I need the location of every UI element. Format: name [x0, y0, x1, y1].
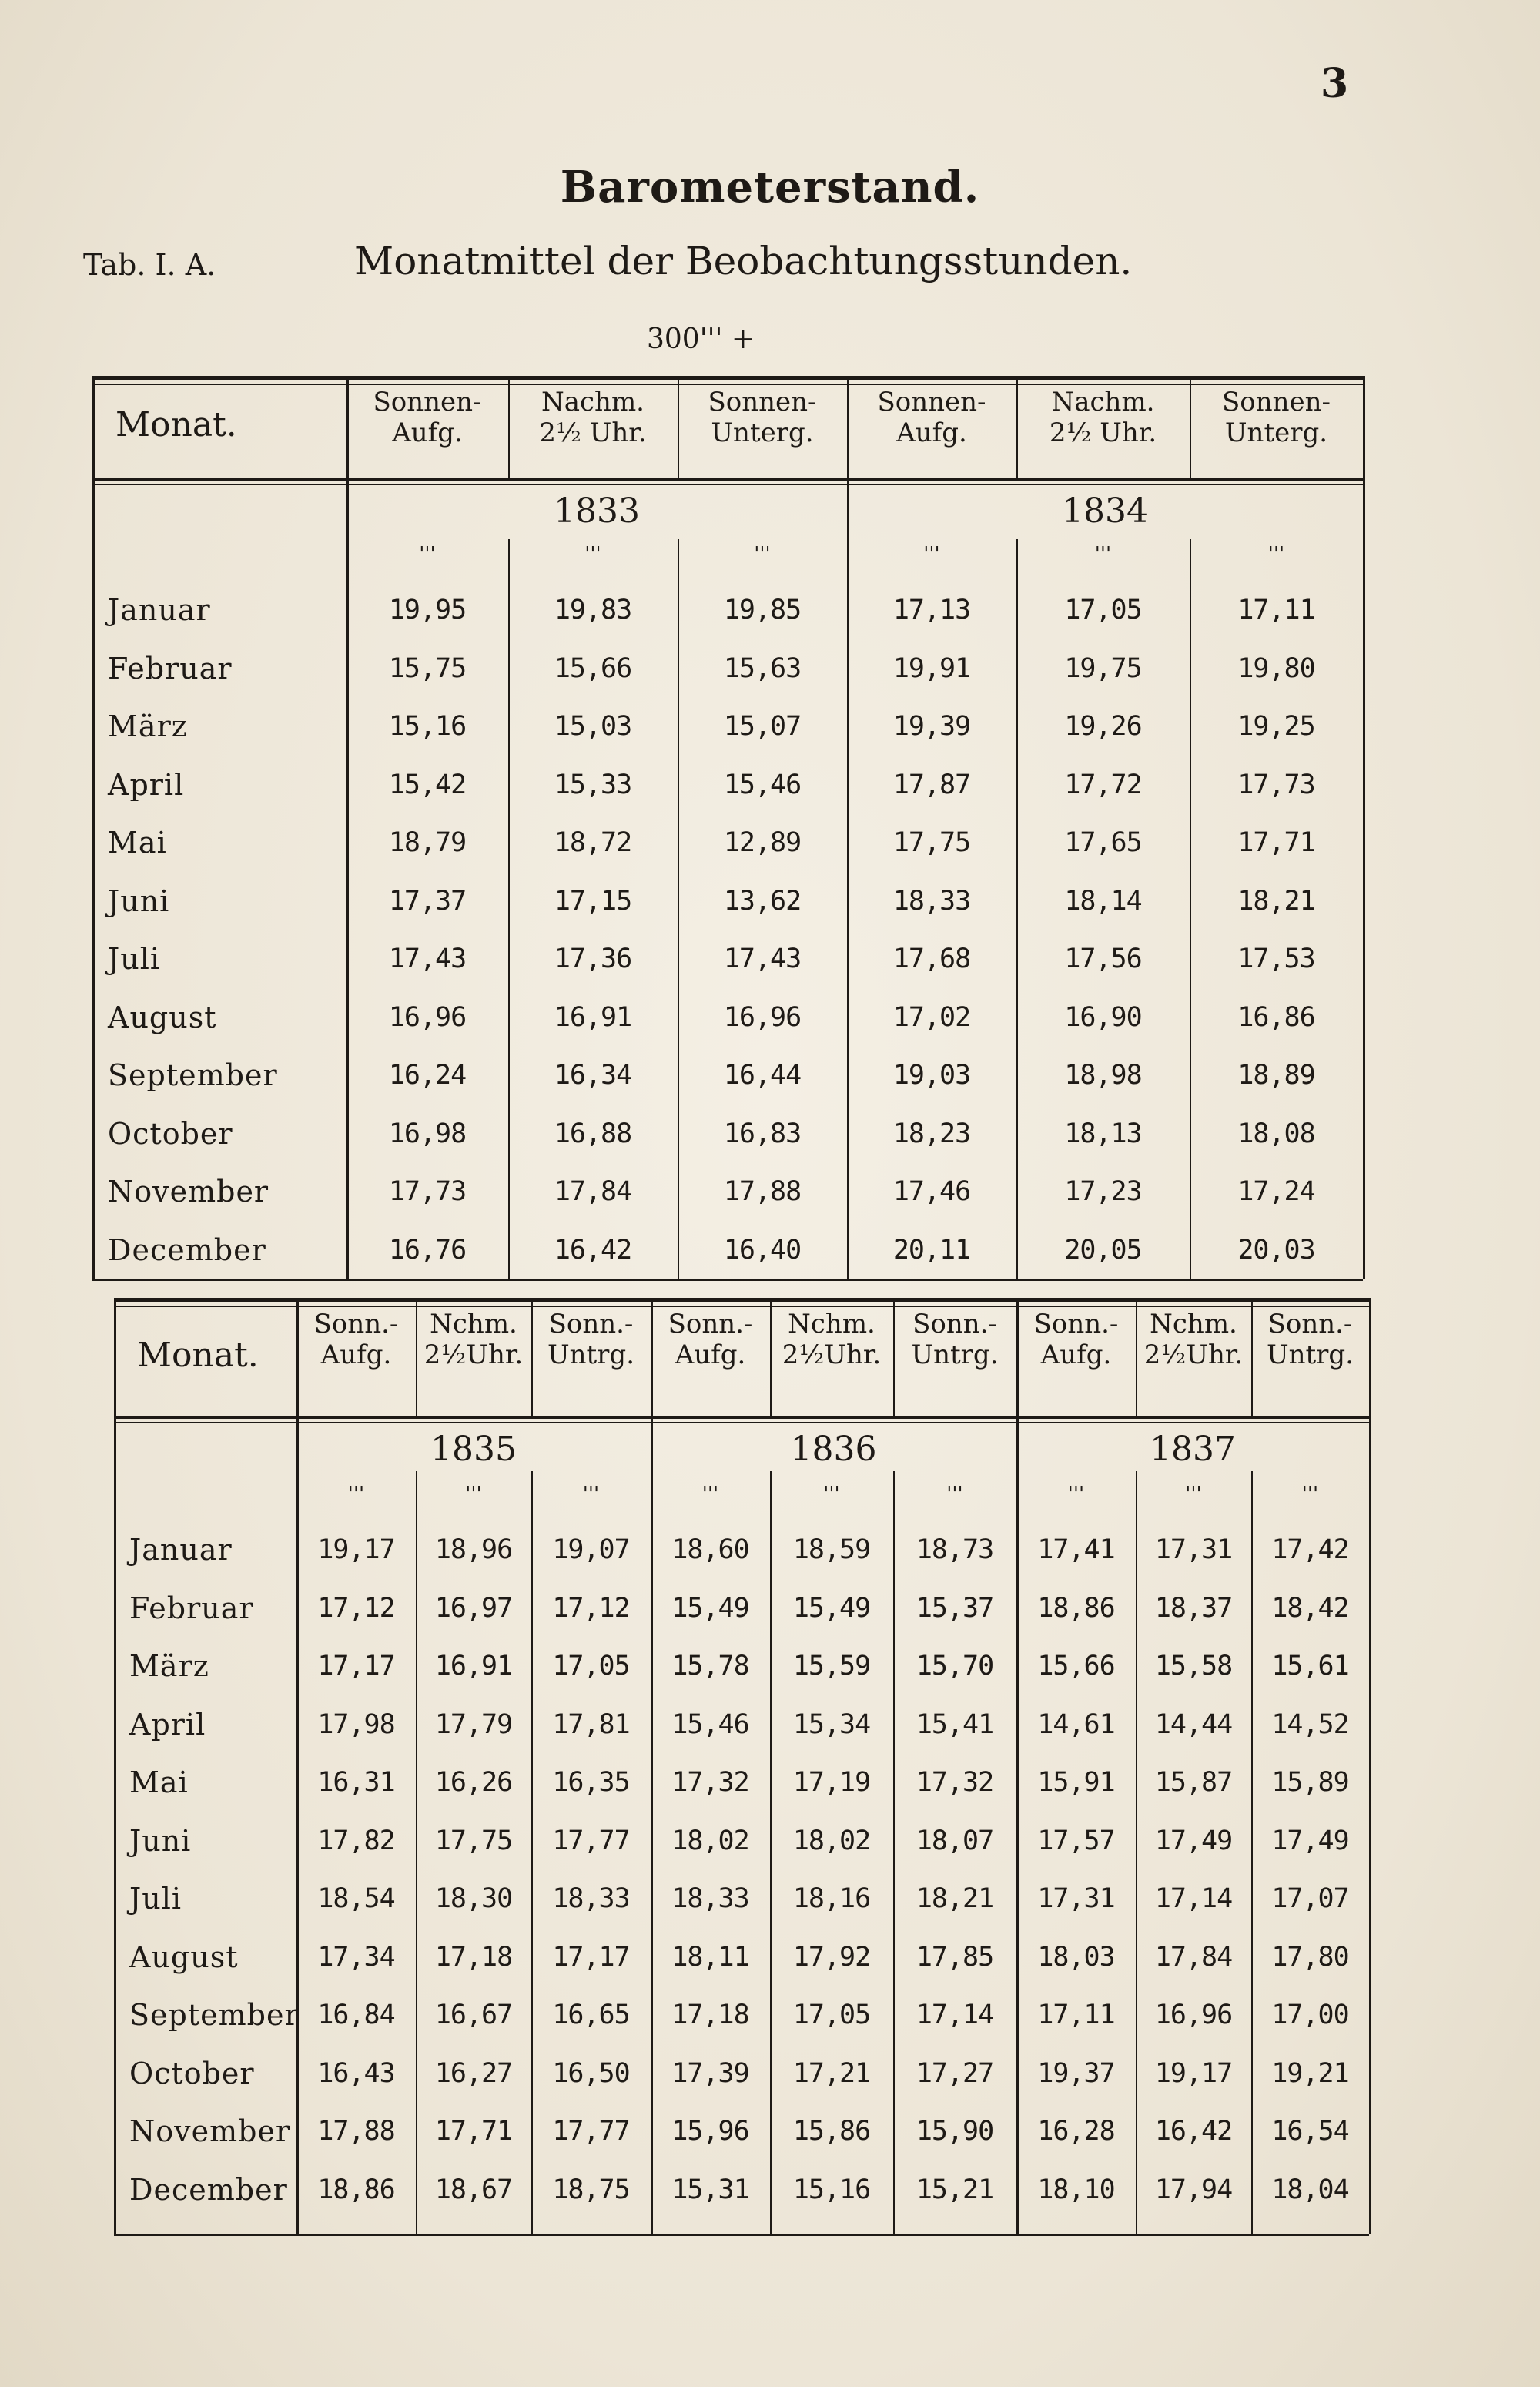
unit-mark: '''	[1301, 1483, 1319, 1506]
table-cell: 16,88	[554, 1118, 632, 1149]
table-bottom-rule	[92, 1279, 1363, 1281]
unit-mark: '''	[1267, 543, 1285, 566]
table-cell: 17,23	[1064, 1176, 1142, 1207]
table-cell: 17,75	[892, 827, 971, 858]
table-left-rule	[114, 1298, 116, 2234]
table-cell: 16,96	[723, 1001, 802, 1033]
month-label: November	[129, 2114, 291, 2148]
month-label: März	[129, 1649, 209, 1683]
column-header-line: 2½Uhr.	[782, 1339, 882, 1370]
table-cell: 19,85	[723, 595, 802, 625]
table-cell: 18,42	[1271, 1592, 1349, 1624]
month-label: November	[108, 1175, 270, 1209]
table-cell: 17,00	[1271, 2000, 1349, 2030]
table-cell: 17,12	[317, 1592, 395, 1624]
table-cell: 15,16	[388, 711, 467, 742]
table-cell: 18,86	[1037, 1592, 1115, 1624]
table-cell: 18,13	[1064, 1118, 1142, 1149]
column-header-line: Untrg.	[911, 1339, 999, 1370]
table-cell: 17,88	[317, 2116, 395, 2147]
table-cell: 15,41	[916, 1708, 994, 1740]
table-cell: 17,39	[671, 2057, 749, 2089]
table-cell: 18,02	[671, 1825, 749, 1856]
table-cell: 15,49	[671, 1592, 749, 1624]
table-cell: 17,31	[1037, 1883, 1115, 1914]
column-header-line: Aufg.	[392, 417, 463, 448]
table-cell: 18,37	[1154, 1592, 1233, 1624]
table-cell: 19,07	[552, 1534, 630, 1565]
table-cell: 17,12	[552, 1592, 630, 1624]
monat-header: Monat.	[116, 405, 237, 444]
table-cell: 18,73	[916, 1534, 994, 1565]
table-cell: 19,03	[892, 1060, 971, 1091]
column-header	[678, 387, 847, 448]
month-label: Juli	[108, 942, 161, 976]
table-cell: 15,91	[1037, 1767, 1115, 1798]
column-header	[651, 1309, 770, 1370]
table-cell: 17,65	[1064, 827, 1142, 858]
table-cell: 20,03	[1237, 1234, 1315, 1266]
table-cell: 16,42	[554, 1234, 632, 1266]
table-cell: 16,43	[317, 2057, 395, 2089]
table-cell: 17,80	[1271, 1941, 1349, 1973]
table-cell: 18,79	[388, 827, 467, 858]
table-top-rule	[114, 1298, 1369, 1302]
month-label: August	[129, 1939, 239, 1974]
monat-header: Monat.	[137, 1335, 259, 1375]
table-cell: 15,86	[792, 2116, 871, 2147]
unit-mark: '''	[347, 1483, 365, 1506]
table-cell: 19,21	[1271, 2057, 1349, 2089]
table-cell: 17,75	[434, 1825, 513, 1856]
column-header	[847, 387, 1016, 448]
table-cell: 18,30	[434, 1883, 513, 1914]
table-cell: 18,16	[792, 1883, 871, 1914]
table-cell: 17,49	[1271, 1825, 1349, 1856]
table-cell: 15,89	[1271, 1767, 1349, 1798]
table-cell: 15,03	[554, 711, 632, 742]
unit-mark: '''	[923, 543, 940, 566]
column-header-line: Unterg.	[711, 417, 814, 448]
table-cell: 17,11	[1037, 2000, 1115, 2030]
table-cell: 18,11	[671, 1941, 749, 1973]
table-cell: 18,33	[892, 885, 971, 917]
column-header	[296, 1309, 416, 1370]
month-label: April	[129, 1707, 206, 1742]
table-cell: 17,34	[317, 1941, 395, 1973]
year-label: 1834	[1062, 491, 1148, 531]
table-cell: 16,91	[554, 1001, 632, 1033]
table-cell: 16,40	[723, 1234, 802, 1266]
table-cell: 16,42	[1154, 2116, 1233, 2147]
table-cell: 17,84	[1154, 1941, 1233, 1973]
table-cell: 14,61	[1037, 1708, 1115, 1740]
table-cell: 17,14	[916, 2000, 994, 2030]
column-header-line: Sonn.-	[548, 1309, 634, 1339]
column-header	[893, 1309, 1016, 1370]
table-cell: 17,41	[1037, 1534, 1115, 1565]
column-header-line: Aufg.	[675, 1339, 746, 1370]
column-header-line: Sonn.-	[313, 1309, 399, 1339]
table-cell: 15,96	[671, 2116, 749, 2147]
page-number: 3	[1321, 60, 1349, 107]
year-label: 1836	[790, 1430, 877, 1469]
table-cell: 15,21	[916, 2174, 994, 2205]
table-cell: 19,95	[388, 595, 467, 625]
unit-mark: '''	[946, 1483, 963, 1506]
table-cell: 17,24	[1237, 1176, 1315, 1207]
month-label: Januar	[108, 593, 211, 627]
table-cell: 17,87	[892, 769, 971, 800]
table-cell: 16,24	[388, 1060, 467, 1091]
table-left-rule	[92, 376, 95, 1279]
table-cell: 17,73	[1237, 769, 1315, 800]
month-label: December	[108, 1232, 266, 1267]
table-cell: 15,61	[1271, 1651, 1349, 1681]
table-cell: 16,83	[723, 1118, 802, 1149]
table-cell: 16,84	[317, 2000, 395, 2030]
table-cell: 17,15	[554, 885, 632, 917]
table-bottom-rule	[114, 2234, 1369, 2236]
table-cell: 16,96	[1154, 2000, 1233, 2030]
column-header	[770, 1309, 893, 1370]
table-cell: 17,36	[554, 944, 632, 974]
table-cell: 15,07	[723, 711, 802, 742]
column-header-line: Nachm.	[1051, 387, 1155, 417]
table-cell: 16,96	[388, 1001, 467, 1033]
table-top-rule	[92, 376, 1363, 380]
column-header-line: Sonn.-	[1267, 1309, 1353, 1339]
table-cell: 17,79	[434, 1708, 513, 1740]
column-header-line: Nachm.	[541, 387, 644, 417]
table-cell: 16,86	[1237, 1001, 1315, 1033]
column-header-line: Untrg.	[1266, 1339, 1354, 1370]
table-cell: 17,21	[792, 2057, 871, 2089]
table-cell: 17,19	[792, 1767, 871, 1798]
table-cell: 15,75	[388, 652, 467, 684]
month-label: Juni	[108, 883, 170, 918]
month-label: Februar	[108, 651, 233, 686]
month-label: December	[129, 2172, 288, 2207]
table-cell: 17,43	[723, 944, 802, 974]
table-cell: 16,34	[554, 1060, 632, 1091]
table-cell: 18,98	[1064, 1060, 1142, 1091]
table-cell: 19,37	[1037, 2057, 1115, 2089]
table-cell: 17,14	[1154, 1883, 1233, 1914]
table-cell: 15,16	[792, 2174, 871, 2205]
table-cell: 18,21	[1237, 885, 1315, 917]
table-cell: 15,46	[723, 769, 802, 800]
column-header-line: Sonnen-	[708, 387, 817, 417]
table-cell: 19,17	[1154, 2057, 1233, 2089]
table-cell: 18,60	[671, 1534, 749, 1565]
table-cell: 19,80	[1237, 652, 1315, 684]
table-cell: 17,85	[916, 1941, 994, 1973]
table-cell: 15,87	[1154, 1767, 1233, 1798]
table-cell: 15,58	[1154, 1651, 1233, 1681]
table-cell: 17,17	[317, 1651, 395, 1681]
table-top-rule-thin	[92, 384, 1363, 385]
year-label: 1835	[430, 1430, 517, 1469]
column-header-line: Sonnen-	[373, 387, 482, 417]
base-value: 300''' +	[647, 324, 755, 355]
table-cell: 18,33	[552, 1883, 630, 1914]
table-cell: 17,05	[792, 2000, 871, 2030]
column-header	[1136, 1309, 1251, 1370]
table-cell: 18,21	[916, 1883, 994, 1914]
table-cell: 20,11	[892, 1234, 971, 1266]
table-cell: 18,10	[1037, 2174, 1115, 2205]
column-header	[416, 1309, 531, 1370]
unit-mark: '''	[754, 543, 771, 566]
table-cell: 17,73	[388, 1176, 467, 1207]
table-cell: 17,49	[1154, 1825, 1233, 1856]
header-bottom-rule-thin	[92, 484, 1363, 485]
table-cell: 18,59	[792, 1534, 871, 1565]
table-cell: 16,35	[552, 1767, 630, 1798]
table-cell: 17,27	[916, 2057, 994, 2089]
table-label: Tab. I. A.	[83, 248, 216, 282]
table-cell: 17,32	[916, 1767, 994, 1798]
table-cell: 16,65	[552, 2000, 630, 2030]
table-cell: 17,11	[1237, 595, 1315, 625]
month-label: März	[108, 709, 188, 743]
column-header-line: Sonn.-	[1033, 1309, 1119, 1339]
table-cell: 17,37	[388, 885, 467, 917]
month-label: Juni	[129, 1823, 192, 1858]
column-header-line: Aufg.	[896, 417, 967, 448]
unit-mark: '''	[582, 1483, 600, 1506]
unit-mark: '''	[1067, 1483, 1085, 1506]
table-cell: 17,02	[892, 1001, 971, 1033]
table-cell: 18,54	[317, 1883, 395, 1914]
table-cell: 18,23	[892, 1118, 971, 1149]
column-header	[508, 387, 678, 448]
table-cell: 18,75	[552, 2174, 630, 2205]
table-cell: 17,53	[1237, 944, 1315, 974]
unit-mark: '''	[1185, 1483, 1202, 1506]
table-cell: 19,25	[1237, 711, 1315, 742]
table-cell: 16,90	[1064, 1001, 1142, 1033]
table-cell: 15,70	[916, 1651, 994, 1681]
table-cell: 17,43	[388, 944, 467, 974]
table-cell: 19,75	[1064, 652, 1142, 684]
table-cell: 18,08	[1237, 1118, 1315, 1149]
table-cell: 16,26	[434, 1767, 513, 1798]
table-cell: 17,05	[1064, 595, 1142, 625]
table-cell: 15,63	[723, 652, 802, 684]
table-cell: 18,67	[434, 2174, 513, 2205]
month-label: September	[129, 1998, 300, 2032]
column-header-line: Sonnen-	[877, 387, 986, 417]
table-cell: 17,77	[552, 2116, 630, 2147]
table-cell: 15,31	[671, 2174, 749, 2205]
subtitle: Monatmittel der Beobachtungsstunden.	[354, 239, 1133, 283]
unit-mark: '''	[465, 1483, 482, 1506]
month-label: August	[108, 1000, 217, 1034]
column-header-line: Sonnen-	[1221, 387, 1331, 417]
table-cell: 17,71	[434, 2116, 513, 2147]
table-cell: 15,42	[388, 769, 467, 800]
column-header-line: Untrg.	[547, 1339, 635, 1370]
table-cell: 17,94	[1154, 2174, 1233, 2205]
unit-mark: '''	[701, 1483, 719, 1506]
table-cell: 15,78	[671, 1651, 749, 1681]
table-cell: 17,46	[892, 1176, 971, 1207]
column-header	[1016, 387, 1190, 448]
table-cell: 13,62	[723, 885, 802, 917]
table-cell: 18,14	[1064, 885, 1142, 917]
month-label: April	[108, 767, 185, 802]
table-cell: 15,34	[792, 1708, 871, 1740]
table-cell: 17,81	[552, 1708, 630, 1740]
table-cell: 12,89	[723, 827, 802, 858]
table-cell: 15,46	[671, 1708, 749, 1740]
year-label: 1833	[554, 491, 640, 531]
column-header	[1016, 1309, 1136, 1370]
table-cell: 16,98	[388, 1118, 467, 1149]
month-label: Februar	[129, 1591, 254, 1625]
column-header-line: Nchm.	[430, 1309, 517, 1339]
column-header-line: Nchm.	[788, 1309, 875, 1339]
table-cell: 19,39	[892, 711, 971, 742]
table-cell: 15,66	[1037, 1651, 1115, 1681]
table-cell: 20,05	[1064, 1234, 1142, 1266]
table-cell: 15,66	[554, 652, 632, 684]
table-cell: 16,27	[434, 2057, 513, 2089]
column-header-line: Sonn.-	[668, 1309, 753, 1339]
table-cell: 16,76	[388, 1234, 467, 1266]
header-bottom-rule	[92, 478, 1363, 481]
column-header-line: Sonn.-	[912, 1309, 997, 1339]
column-header	[1190, 387, 1363, 448]
table-cell: 18,02	[792, 1825, 871, 1856]
column-header-line: 2½ Uhr.	[539, 417, 647, 448]
table-cell: 14,52	[1271, 1708, 1349, 1740]
table-cell: 17,32	[671, 1767, 749, 1798]
month-label: Mai	[129, 1765, 189, 1799]
table-cell: 17,31	[1154, 1534, 1233, 1565]
table-cell: 18,04	[1271, 2174, 1349, 2205]
table-cell: 18,96	[434, 1534, 513, 1565]
page-title: Barometerstand.	[560, 162, 980, 213]
table-cell: 18,33	[671, 1883, 749, 1914]
table-cell: 18,72	[554, 827, 632, 858]
header-bottom-rule	[114, 1416, 1369, 1419]
table-cell: 19,17	[317, 1534, 395, 1565]
column-header-line: Nchm.	[1150, 1309, 1237, 1339]
month-label: October	[108, 1116, 233, 1151]
table-cell: 17,68	[892, 944, 971, 974]
table-cell: 15,90	[916, 2116, 994, 2147]
column-header-line: Aufg.	[320, 1339, 392, 1370]
column-header-line: 2½Uhr.	[424, 1339, 524, 1370]
table-cell: 17,18	[671, 2000, 749, 2030]
table-cell: 17,57	[1037, 1825, 1115, 1856]
table-right-rule	[1369, 1298, 1371, 2234]
unit-mark: '''	[584, 543, 601, 566]
column-header-line: Unterg.	[1224, 417, 1328, 448]
table-cell: 16,91	[434, 1651, 513, 1681]
table-cell: 17,17	[552, 1941, 630, 1973]
table-cell: 17,56	[1064, 944, 1142, 974]
unit-mark: '''	[1094, 543, 1112, 566]
table-cell: 16,28	[1037, 2116, 1115, 2147]
table-right-rule	[1363, 376, 1365, 1279]
column-header	[346, 387, 508, 448]
table-cell: 17,13	[892, 595, 971, 625]
table-cell: 17,98	[317, 1708, 395, 1740]
table-top-rule-thin	[114, 1306, 1369, 1307]
table-cell: 15,33	[554, 769, 632, 800]
month-label: Juli	[129, 1882, 182, 1916]
month-label: Januar	[129, 1533, 233, 1567]
month-label: Mai	[108, 826, 167, 860]
table-cell: 16,67	[434, 2000, 513, 2030]
table-cell: 17,77	[552, 1825, 630, 1856]
table-cell: 16,97	[434, 1592, 513, 1624]
table-cell: 18,86	[317, 2174, 395, 2205]
table-cell: 17,72	[1064, 769, 1142, 800]
table-cell: 16,50	[552, 2057, 630, 2089]
year-label: 1837	[1150, 1430, 1236, 1469]
month-label: October	[129, 2056, 255, 2090]
table-cell: 19,83	[554, 595, 632, 625]
column-header-line: 2½ Uhr.	[1049, 417, 1157, 448]
table-cell: 17,92	[792, 1941, 871, 1973]
table-cell: 17,82	[317, 1825, 395, 1856]
table-cell: 16,31	[317, 1767, 395, 1798]
table-cell: 17,18	[434, 1941, 513, 1973]
table-cell: 16,44	[723, 1060, 802, 1091]
table-cell: 15,59	[792, 1651, 871, 1681]
table-cell: 18,03	[1037, 1941, 1115, 1973]
unit-mark: '''	[419, 543, 436, 566]
table-cell: 17,07	[1271, 1883, 1349, 1914]
table-cell: 18,07	[916, 1825, 994, 1856]
table-cell: 15,49	[792, 1592, 871, 1624]
column-header	[1251, 1309, 1369, 1370]
table-cell: 17,88	[723, 1176, 802, 1207]
table-cell: 17,71	[1237, 827, 1315, 858]
month-label: September	[108, 1058, 278, 1092]
column-header-line: Aufg.	[1040, 1339, 1112, 1370]
table-cell: 16,54	[1271, 2116, 1349, 2147]
table-cell: 17,05	[552, 1651, 630, 1681]
header-bottom-rule-thin	[114, 1422, 1369, 1423]
table-cell: 15,37	[916, 1592, 994, 1624]
table-cell: 19,91	[892, 652, 971, 684]
column-header	[531, 1309, 651, 1370]
table-cell: 17,84	[554, 1176, 632, 1207]
table-cell: 19,26	[1064, 711, 1142, 742]
table-cell: 18,89	[1237, 1060, 1315, 1091]
table-cell: 14,44	[1154, 1708, 1233, 1740]
unit-mark: '''	[823, 1483, 840, 1506]
table-cell: 17,42	[1271, 1534, 1349, 1565]
column-header-line: 2½Uhr.	[1143, 1339, 1244, 1370]
